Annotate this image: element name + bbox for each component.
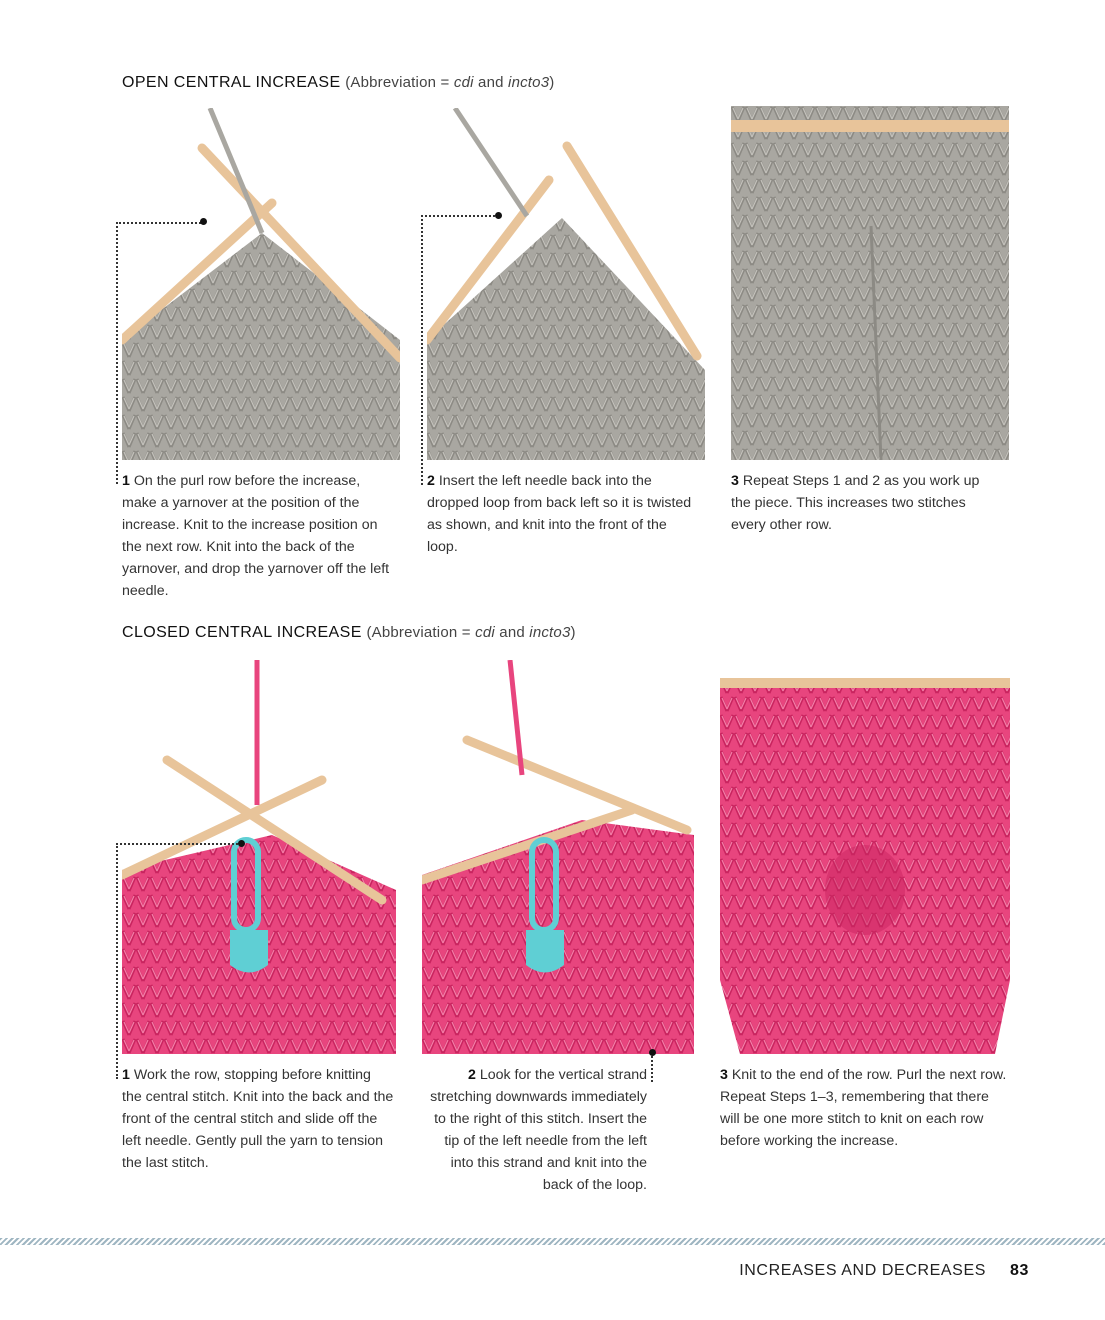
open-step1-leader-dot xyxy=(200,218,207,225)
open-section-title xyxy=(122,74,554,92)
closed-step2-leader-dot xyxy=(649,1049,656,1056)
page-number: 83 xyxy=(1010,1262,1029,1279)
closed-heading: CLOSED CENTRAL INCREASE xyxy=(122,624,362,641)
closed-step3-photo xyxy=(720,660,1010,1054)
open-abbreviation: (Abbreviation = cdi and incto3) xyxy=(345,74,555,91)
chapter-title: INCREASES AND DECREASES xyxy=(739,1262,986,1279)
closed-section-title xyxy=(122,624,576,642)
page-footer xyxy=(739,1262,1029,1280)
footer-rule xyxy=(0,1238,1105,1245)
closed-step1-caption: 1 Work the row, stopping before knitting the central stitch. Knit into the back and the front of the central stitch and slide off the left needle. Gently pull the yarn to tension the last stitch. xyxy=(122,1067,394,1171)
open-step1-leader xyxy=(116,222,204,484)
closed-step3-caption: 3 Knit to the end of the row. Purl the next row. Repeat Steps 1–3, remembering that there will be one more stitch to knit on each row before working the increase. xyxy=(720,1067,1007,1149)
closed-step2-leader xyxy=(651,1052,653,1082)
open-step3-photo xyxy=(731,106,1009,460)
open-step1-caption: 1 On the purl row before the increase, make a yarnover at the position of the increase. Knit to the increase position on the next row. Knit into the back of the yarnover, and drop the yarnover off the left needle. xyxy=(122,473,390,599)
closed-step1-leader-dot xyxy=(238,840,245,847)
closed-step1-leader xyxy=(116,843,242,1079)
open-heading: OPEN CENTRAL INCREASE xyxy=(122,74,341,91)
closed-step2-photo xyxy=(422,660,694,1054)
open-step2-leader-dot xyxy=(495,212,502,219)
open-step2-leader xyxy=(421,215,499,485)
open-step2-caption: 2 Insert the left needle back into the dropped loop from back left so it is twisted as shown, and knit into the front of the loop. xyxy=(427,473,692,555)
closed-step2-caption: 2 Look for the vertical strand stretching downwards immediately to the right of this stitch. Insert the tip of the left needle from the left into this strand and knit into the back of the loop. xyxy=(430,1067,647,1193)
open-step3-caption: 3 Repeat Steps 1 and 2 as you work up the piece. This increases two stitches every other row. xyxy=(731,473,980,533)
closed-abbreviation: (Abbreviation = cdi and incto3) xyxy=(366,624,576,641)
